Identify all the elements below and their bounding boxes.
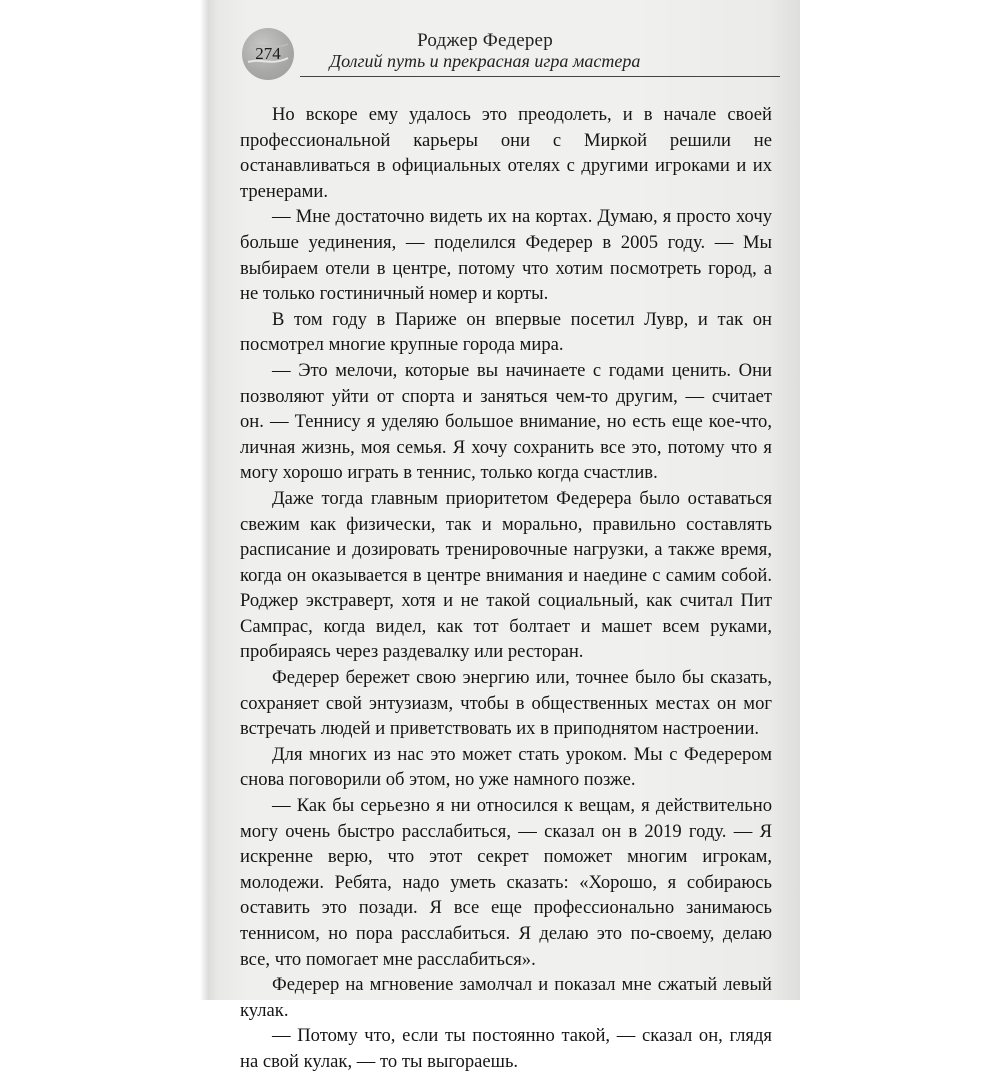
paragraph: Для многих из нас это может стать уроком. Мы с Федерером снова поговорили об этом, но уже намного позже. [240,743,772,791]
paragraph: — Как бы серьезно я ни относился к вещам, я действительно могу очень быстро расслабиться, — сказал он в 2019 году. — Я искренне верю, что этот секрет поможет многим игрокам, молодежи. Ребята, надо уметь сказать: «Хорошо, я собираюсь оставить это позади. Я все еще профессионально занимаюсь теннисом, но пора расслабиться. Я делаю это по-своему, делаю все, что помогает мне расслабиться». [240,795,772,970]
paragraph: Федерер бережет свою энергию или, точнее было бы сказать, сохраняет свой энтузиазм, чтобы в общественных местах он мог встречать людей и приветствовать их в приподнятом настроении. [240,667,772,740]
paragraph: — Мне достаточно видеть их на кортах. Думаю, я просто хочу больше уединения, — поделился Федерер в 2005 году. — Мы выбираем отели в центре, потому что хотим посмотреть город, а не только гостиничный номер и корты. [240,206,772,305]
body-text [240,102,772,1075]
tennis-ball-icon [242,28,294,80]
running-head [300,30,670,72]
running-head-title: Долгий путь и прекрасная игра мастера [329,51,641,71]
header-rule [300,76,780,77]
page-number: 274 [255,44,281,63]
paragraph: Федерер на мгновение замолчал и показал мне сжатый левый кулак. [240,974,772,1021]
paragraph: Но вскоре ему удалось это преодолеть, и в начале своей профессиональной карьеры они с Миркой решили не останавливаться в официальных отелях с другими игроками и их тренерами. [240,104,772,202]
paragraph: Даже тогда главным приоритетом Федерера было оставаться свежим как физически, так и морально, правильно составлять расписание и дозировать тренировочные нагрузки, а также время, когда он оказывается в центре внимания и наедине с самим собой. Роджер экстраверт, хотя и не такой социальный, как считал Пит Сампрас, когда видел, как тот болтает и машет всем руками, пробираясь через раздевалку или ресторан. [240,487,772,663]
running-head-author: Роджер Федерер [417,30,553,51]
page-number-badge [242,28,294,80]
paragraph: — Это мелочи, которые вы начинаете с годами ценить. Они позволяют уйти от спорта и заняться чем-то другим, — считает он. — Теннису я уделяю большое внимание, но есть еще кое-что, личная жизнь, моя семья. Я хочу сохранить все это, потому что я могу хорошо играть в теннис, только когда счастлив. [240,359,772,484]
paragraph: — Потому что, если ты постоянно такой, — сказал он, глядя на свой кулак, — то ты выгораешь. [240,1025,772,1072]
paragraph: В том году в Париже он впервые посетил Лувр, и так он посмотрел многие крупные города мира. [240,308,772,356]
